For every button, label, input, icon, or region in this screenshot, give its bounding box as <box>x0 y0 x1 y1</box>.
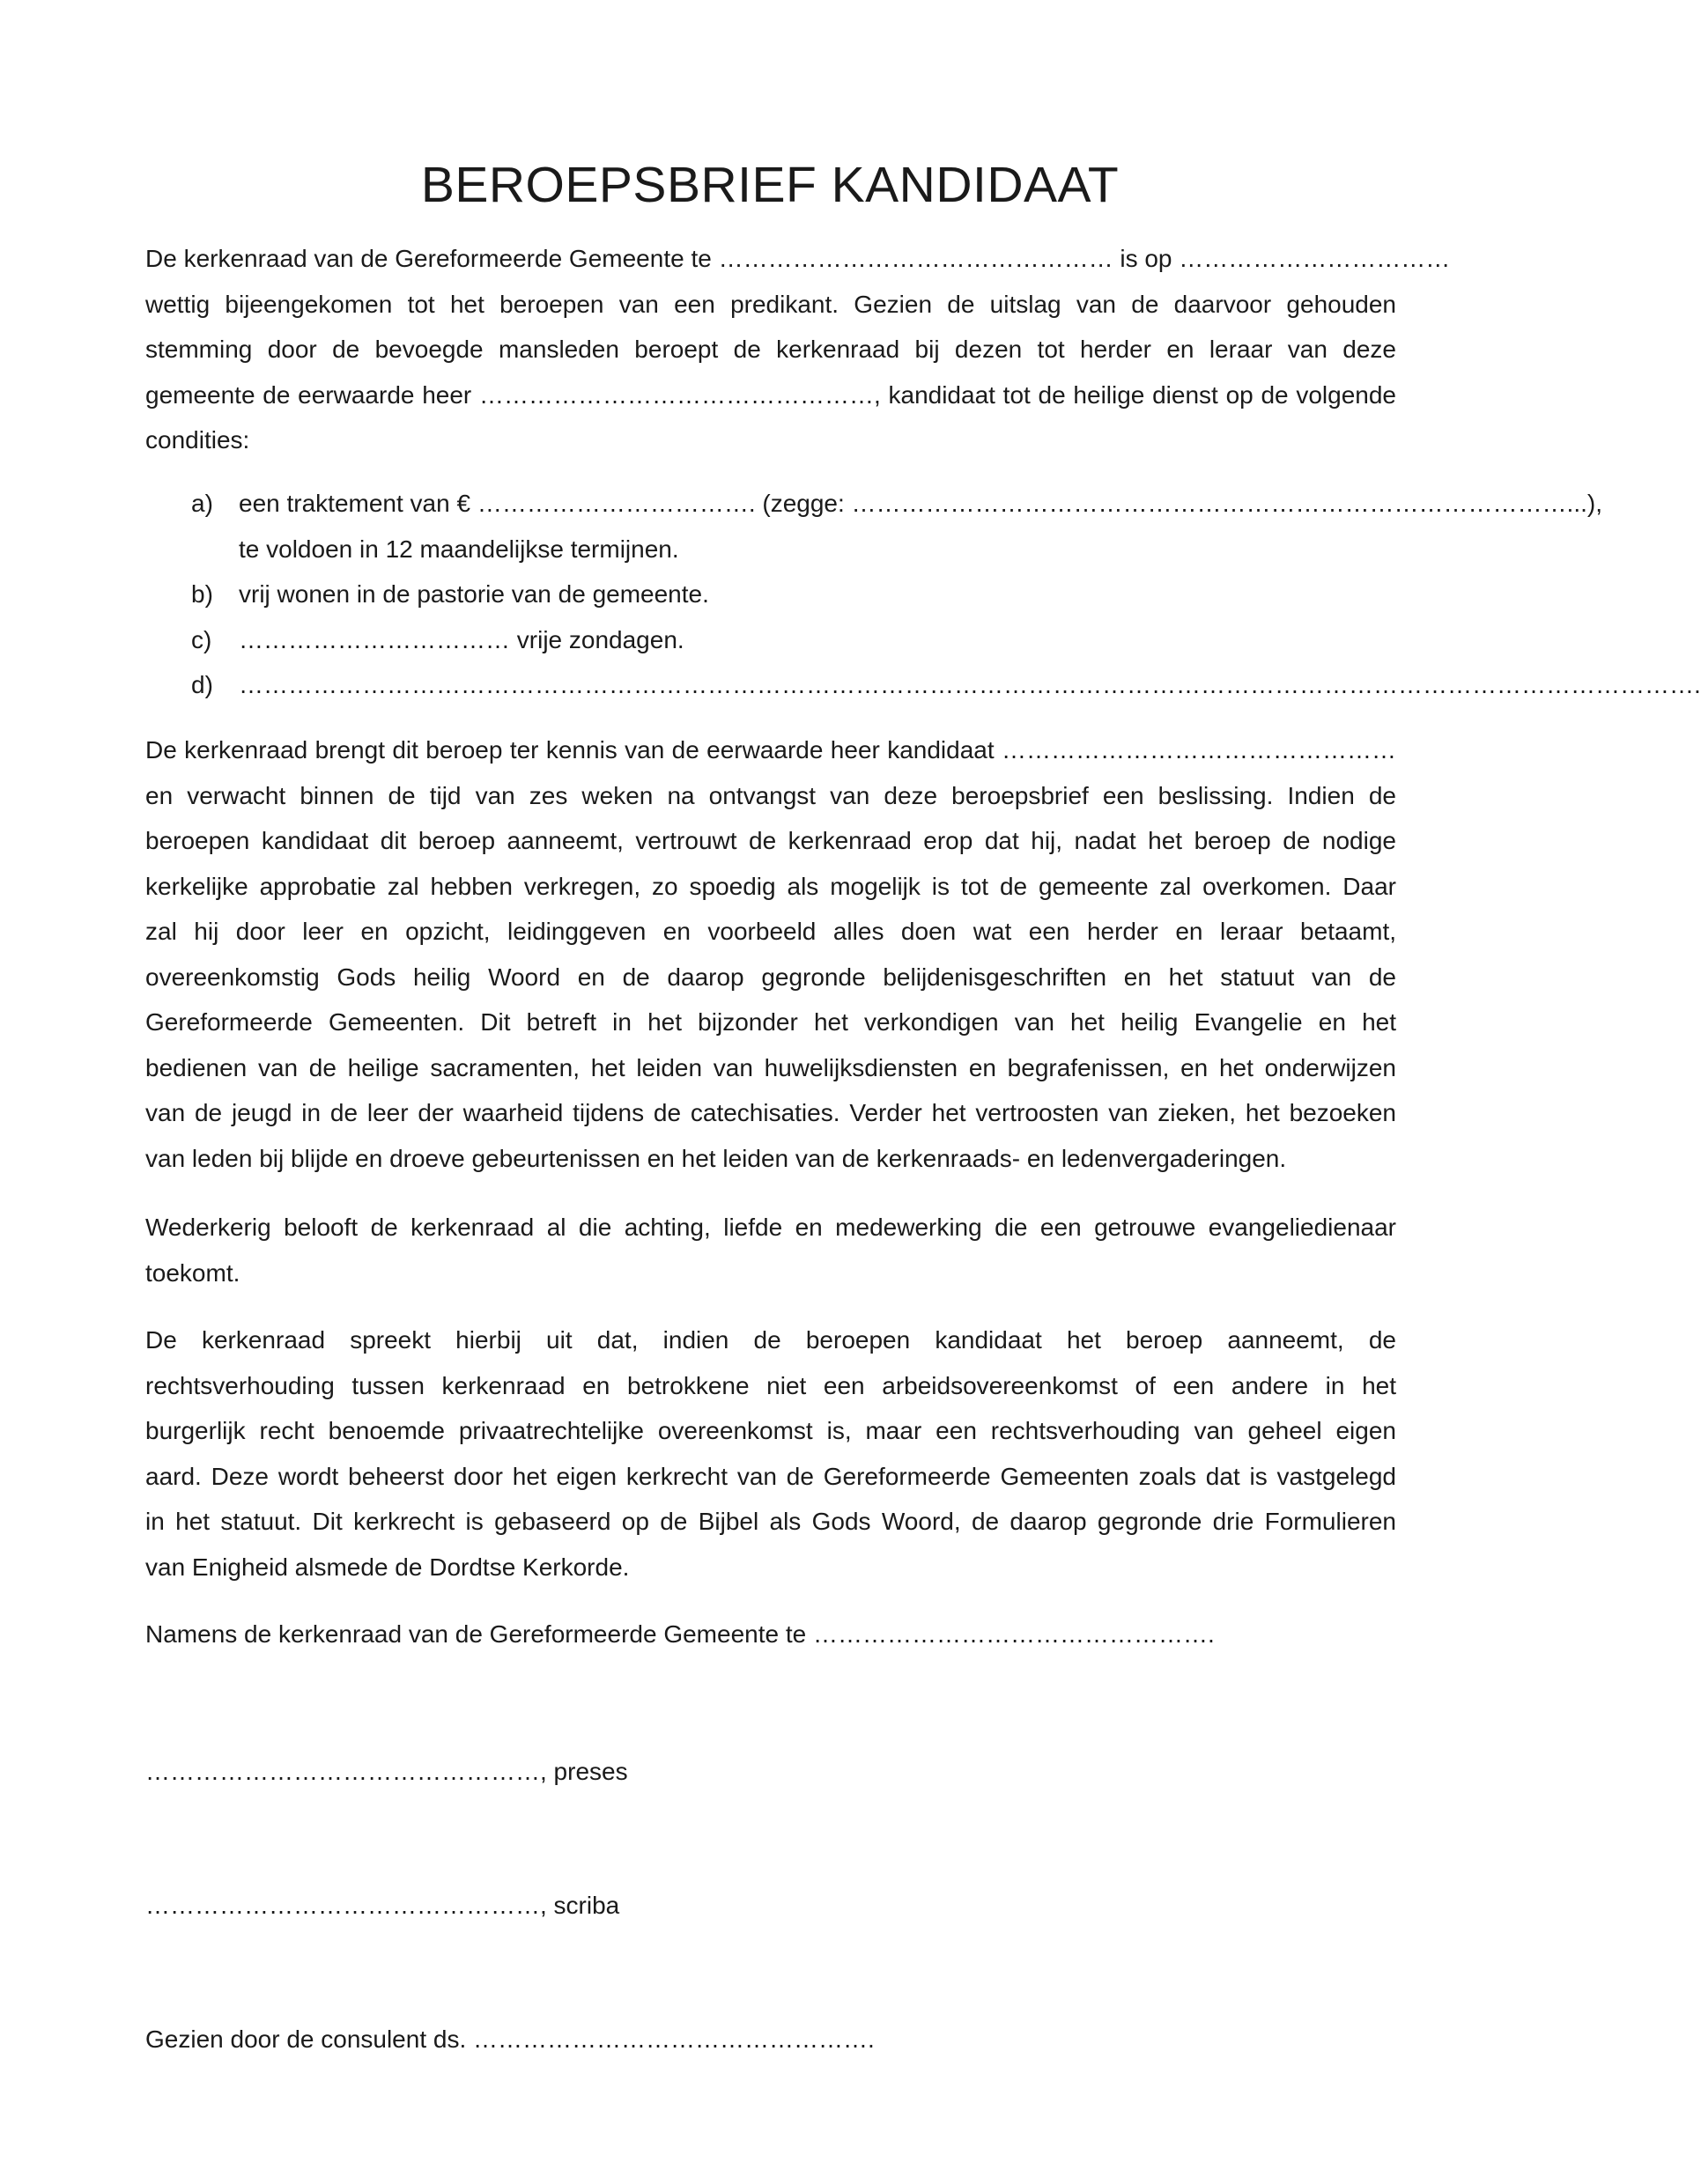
closing-line: Namens de kerkenraad van de Gereformeerde Gemeente te …………………………………………. <box>145 1620 1215 1648</box>
condition-item-d <box>145 662 1701 708</box>
conditions-list <box>145 481 1701 708</box>
paragraph-line: bedienen van de heilige sacramenten, het leiden van huwelijksdiensten en begrafenissen, en het onderwijzen <box>145 1053 1396 1081</box>
paragraph-line: van Enigheid alsmede de Dordtse Kerkorde. <box>145 1553 630 1581</box>
intro-line: wettig bijeengekomen tot het beroepen van een predikant. Gezien de uitslag van de daarvoor gehouden <box>145 290 1396 318</box>
condition-item-a <box>145 481 1602 572</box>
paragraph-line: De kerkenraad spreekt hierbij uit dat, indien de beroepen kandidaat het beroep aanneemt, de <box>145 1326 1396 1354</box>
paragraph-line: zal hij door leer en opzicht, leidinggeven en voorbeeld alles doen wat een herder en leraar betaamt, <box>145 918 1396 945</box>
paragraph-line: van de jeugd in de leer der waarheid tijdens de catechisaties. Verder het vertroosten van zieken, het bezoeken <box>145 1099 1396 1126</box>
reciprocity-paragraph <box>145 1205 1396 1295</box>
paragraph-line: kerkelijke approbatie zal hebben verkregen, zo spoedig als mogelijk is tot de gemeente zal overkomen. Daar <box>145 872 1396 900</box>
paragraph-line: overeenkomstig Gods heilig Woord en de daarop gegronde belijdenisgeschriften en het statuut van de <box>145 963 1396 991</box>
intro-line: condities: <box>145 426 250 454</box>
scriba-signature-line: …………………………………………, scriba <box>145 1892 620 1919</box>
paragraph-line: De kerkenraad brengt dit beroep ter kennis van de eerwaarde heer kandidaat ………………………………………… <box>145 736 1396 764</box>
paragraph-line: toekomt. <box>145 1258 240 1287</box>
paragraph-line: aard. Deze wordt beheerst door het eigen kerkrecht van de Gereformeerde Gemeenten zoals dat is vastgelegd <box>145 1462 1396 1490</box>
condition-text: ……………………………………………………………………………………………………………………………………………………………. <box>239 671 1701 698</box>
document-title: BEROEPSBRIEF KANDIDAAT <box>420 157 1120 213</box>
paragraph-line: en verwacht binnen de tijd van zes weken na ontvangst van deze beroepsbrief een beslissing. Indien de <box>145 781 1396 809</box>
condition-text: …………………………… vrije zondagen. <box>239 625 684 653</box>
condition-item-b <box>145 572 1396 617</box>
paragraph-line: Wederkerig belooft de kerkenraad al die achting, liefde en medewerking die een getrouwe evangeliedienaar <box>145 1214 1396 1241</box>
paragraph-line: rechtsverhouding tussen kerkenraad en betrokkene niet een arbeidsovereenkomst of een andere in het <box>145 1371 1396 1399</box>
paragraph-line: Gereformeerde Gemeenten. Dit betreft in het bijzonder het verkondigen van het heilig Evangelie en het <box>145 1008 1396 1036</box>
legal-paragraph <box>145 1317 1396 1590</box>
paragraph-line: beroepen kandidaat dit beroep aanneemt, vertrouwt de kerkenraad erop dat hij, nadat het beroep de nodige <box>145 827 1396 854</box>
paragraph-line: in het statuut. Dit kerkrecht is gebaseerd op de Bijbel als Gods Woord, de daarop gegronde drie Formulieren <box>145 1508 1396 1535</box>
condition-marker: b) <box>191 580 213 608</box>
intro-line: stemming door de bevoegde mansleden beroept de kerkenraad bij dezen tot herder en leraar van deze <box>145 336 1396 363</box>
condition-marker: c) <box>191 625 212 653</box>
acceptance-paragraph <box>145 727 1396 1181</box>
intro-line: gemeente de eerwaarde heer …………………………………………, kandidaat tot de heilige dienst op de volgende <box>145 380 1396 409</box>
intro-paragraph <box>145 236 1451 463</box>
intro-line: De kerkenraad van de Gereformeerde Gemeente te ………………………………………… is op …………………………… <box>145 245 1451 272</box>
condition-item-c <box>145 617 1396 663</box>
condition-marker: d) <box>191 671 213 698</box>
paragraph-line: burgerlijk recht benoemde privaatrechtelijke overeenkomst is, maar een rechtsverhouding van geheel eigen <box>145 1417 1396 1444</box>
preses-signature-line: …………………………………………, preses <box>145 1758 628 1785</box>
condition-text: te voldoen in 12 maandelijkse termijnen. <box>239 535 679 563</box>
consulent-signature-line: Gezien door de consulent ds. …………………………………………. <box>145 2025 875 2053</box>
paragraph-line: van leden bij blijde en droeve gebeurtenissen en het leiden van de kerkenraads- en ledenvergaderingen. <box>145 1144 1287 1172</box>
condition-text: een traktement van € ……………………………. (zegge: ……………………………………………………………………………...), <box>239 490 1602 517</box>
condition-text: vrij wonen in de pastorie van de gemeente. <box>239 580 709 608</box>
condition-marker: a) <box>191 490 213 517</box>
